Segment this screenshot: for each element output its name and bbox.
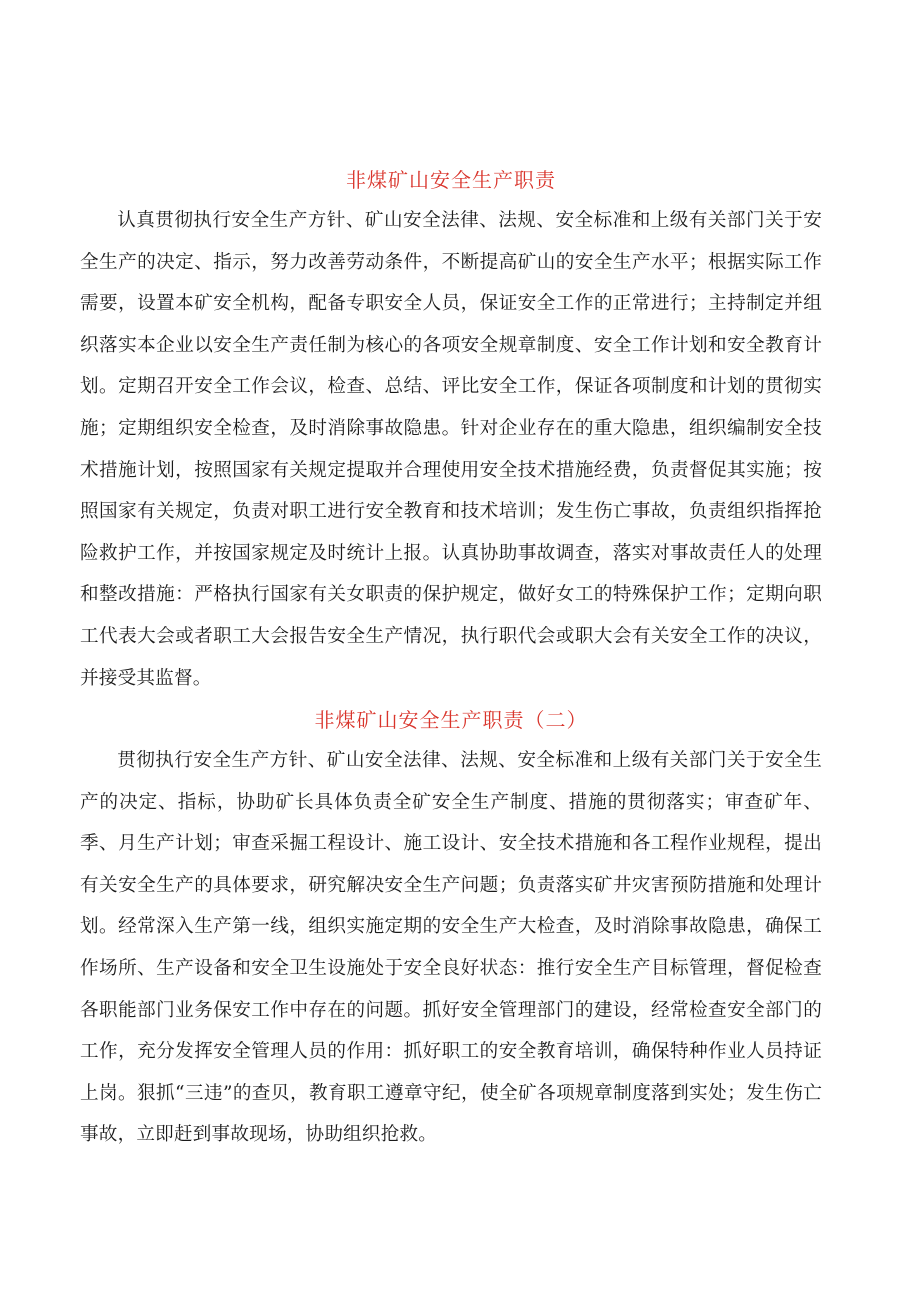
section-2-paragraph: 贯彻执行安全生产方针、矿山安全法律、法规、安全标准和上级有关部门关于安全生产的决定、指标，协助矿长具体负责全矿安全生产制度、措施的贯彻落实；审查矿年、季、月生产计划；审查采掘工程设计、施工设计、安全技术措施和各工程作业规程，提出有关安全生产的具体要求，研究解决安全生产问题；负责落实矿井灾害预防措施和处理计划。经常深入生产第一线，组织实施定期的安全生产大检查，及时消除事故隐患，确保工作场所、生产设备和安全卫生设施处于安全良好状态：推行安全生产目标管理，督促检查各职能部门业务保安工作中存在的问题。抓好安全管理部门的建设，经常检查安全部门的工作，充分发挥安全管理人员的作用：抓好职工的安全教育培训，确保特种作业人员持证上岗。狠抓“三违”的查贝，教育职工遵章守纪，使全矿各项规章制度落到实处；发生伤亡事故，立即赶到事故现场，协助组织抢救。 <box>80 750 822 1146</box>
section-2 <box>80 700 822 1156</box>
section-2-heading: 非煤矿山安全生产职责（二） <box>314 708 588 732</box>
section-1-heading: 非煤矿山安全生产职责 <box>346 168 556 192</box>
section-1 <box>80 160 822 699</box>
section-1-paragraph: 认真贯彻执行安全生产方针、矿山安全法律、法规、安全标准和上级有关部门关于安全生产的决定、指示，努力改善劳动条件，不断提高矿山的安全生产水平；根据实际工作需要，设置本矿安全机构，配备专职安全人员，保证安全工作的正常进行；主持制定并组织落实本企业以安全生产责任制为核心的各项安全规章制度、安全工作计划和安全教育计划。定期召开安全工作会议，检查、总结、评比安全工作，保证各项制度和计划的贯彻实施；定期组织安全检查，及时消除事故隐患。针对企业存在的重大隐患，组织编制安全技术措施计划，按照国家有关规定提取并合理使用安全技术措施经费，负责督促其实施；按照国家有关规定，负责对职工进行安全教育和技术培训；发生伤亡事故，负责组织指挥抢险救护工作，并按国家规定及时统计上报。认真协助事故调查，落实对事故责任人的处理和整改措施：严格执行国家有关女职责的保护规定，做好女工的特殊保护工作；定期向职工代表大会或者职工大会报告安全生产情况，执行职代会或职大会有关安全工作的决议，并接受其监督。 <box>80 210 822 689</box>
